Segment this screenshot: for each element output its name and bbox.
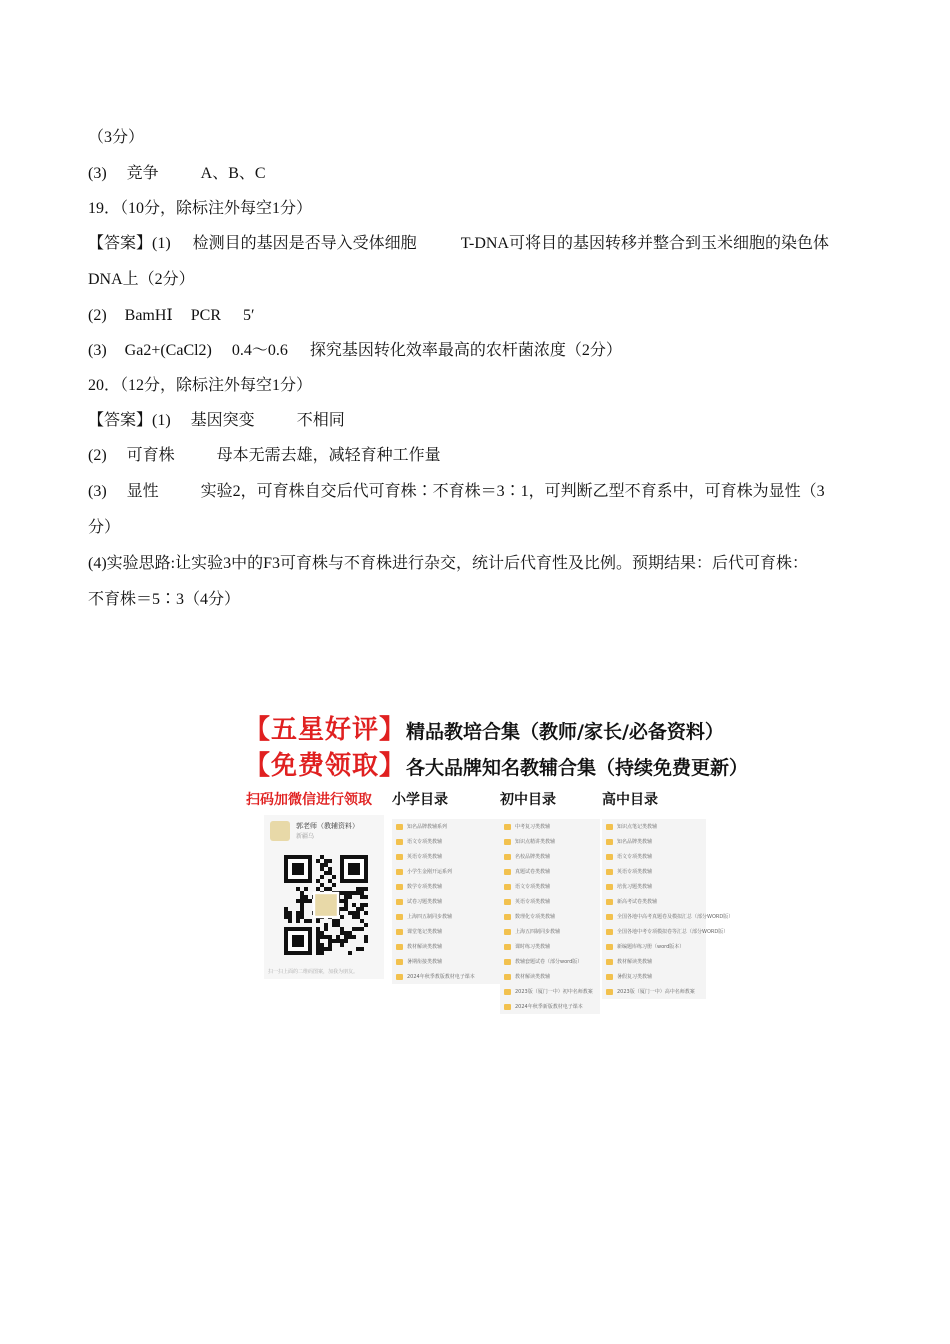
folder-label: 知识点笔记类教辅 bbox=[617, 824, 658, 830]
folder-item[interactable] bbox=[500, 969, 600, 984]
folder-icon bbox=[396, 869, 403, 875]
folder-label: 新高考试卷类教辅 bbox=[617, 899, 658, 905]
folder-item[interactable] bbox=[500, 894, 600, 909]
folder-item[interactable] bbox=[392, 969, 502, 984]
score-note: （3分） bbox=[88, 129, 145, 146]
folder-item[interactable] bbox=[392, 819, 502, 834]
folder-label: 教材解读类教辅 bbox=[515, 974, 551, 980]
folder-icon bbox=[606, 989, 613, 995]
folder-item[interactable] bbox=[500, 849, 600, 864]
scan-instruction: 扫码加微信进行领取 bbox=[246, 792, 372, 808]
folder-label: 名校品牌类教辅 bbox=[515, 854, 551, 860]
folder-item[interactable] bbox=[500, 819, 600, 834]
folder-item[interactable] bbox=[392, 834, 502, 849]
folder-icon bbox=[504, 989, 511, 995]
folder-icon bbox=[396, 854, 403, 860]
folder-icon bbox=[504, 869, 511, 875]
folder-label: 语文专项类教辅 bbox=[407, 839, 443, 845]
answer-line: (4)实验思路:让实验3中的F3可育株与不育株进行杂交，统计后代育性及比例。预期结果：后代可育株： bbox=[88, 555, 809, 572]
answer-line: (3) 竞争 A、B、C bbox=[88, 165, 266, 182]
folder-item[interactable] bbox=[602, 894, 706, 909]
folder-label: 教材解读类教辅 bbox=[407, 944, 443, 950]
folder-label: 英语专项类教辅 bbox=[407, 854, 443, 860]
wechat-card bbox=[264, 815, 384, 979]
contact-location: 新疆乌 bbox=[296, 833, 315, 840]
folder-label: 2023版（厦门一中）高中名师教案 bbox=[617, 989, 695, 995]
folder-item[interactable] bbox=[602, 864, 706, 879]
folder-item[interactable] bbox=[602, 939, 706, 954]
folder-item[interactable] bbox=[392, 849, 502, 864]
folder-label: 上海四五制同步教辅 bbox=[407, 914, 453, 920]
answer-line: DNA上（2分） bbox=[88, 271, 195, 288]
folder-icon bbox=[504, 884, 511, 890]
senior-catalog bbox=[602, 789, 734, 999]
folder-label: 2024年秋季新版教材电子课本 bbox=[515, 1004, 583, 1010]
folder-icon bbox=[504, 899, 511, 905]
folder-icon bbox=[504, 929, 511, 935]
folder-icon bbox=[606, 869, 613, 875]
folder-label: 2023版（厦门一中）初中名师教案 bbox=[515, 989, 593, 995]
folder-label: 教材解读类教辅 bbox=[617, 959, 653, 965]
folder-item[interactable] bbox=[602, 969, 706, 984]
question-heading: 20．（12分，除标注外每空1分） bbox=[88, 377, 313, 394]
folder-icon bbox=[606, 899, 613, 905]
junior-catalog bbox=[500, 789, 600, 1014]
folder-icon bbox=[396, 959, 403, 965]
answer-line: 分） bbox=[88, 519, 121, 536]
folder-list bbox=[500, 819, 600, 1014]
folder-icon bbox=[606, 914, 613, 920]
folder-item[interactable] bbox=[602, 819, 706, 834]
folder-icon bbox=[606, 854, 613, 860]
folder-label: 暑期衔接类教辅 bbox=[407, 959, 443, 965]
answer-line: 【答案】(1) 基因突变 不相同 bbox=[88, 412, 345, 429]
folder-label: 课时练习类教辅 bbox=[515, 944, 551, 950]
folder-label: 数理化专项类教辅 bbox=[515, 914, 556, 920]
folder-label: 知名品牌教辅系列 bbox=[407, 824, 448, 830]
folder-label: 试卷习题类教辅 bbox=[407, 899, 443, 905]
folder-label: 教辅套题试卷（部分word版） bbox=[515, 959, 583, 965]
answer-line: (2) 可育株 母本无需去雄，减轻育种工作量 bbox=[88, 447, 441, 464]
answer-line: (2) BamHⅠ PCR 5′ bbox=[88, 307, 255, 324]
folder-label: 全国各地中考专项模拟卷等汇总（部分WORD版） bbox=[617, 929, 729, 935]
folder-item[interactable] bbox=[392, 864, 502, 879]
folder-icon bbox=[606, 929, 613, 935]
folder-item[interactable] bbox=[500, 924, 600, 939]
folder-icon bbox=[606, 944, 613, 950]
folder-item[interactable] bbox=[392, 894, 502, 909]
folder-item[interactable] bbox=[500, 999, 600, 1014]
folder-icon bbox=[606, 974, 613, 980]
folder-item[interactable] bbox=[500, 909, 600, 924]
folder-item[interactable] bbox=[602, 954, 706, 969]
folder-label: 暑假复习类教辅 bbox=[617, 974, 653, 980]
folder-item[interactable] bbox=[602, 879, 706, 894]
primary-catalog-title: 小学目录 bbox=[392, 792, 448, 808]
folder-item[interactable] bbox=[392, 954, 502, 969]
folder-item[interactable] bbox=[602, 849, 706, 864]
avatar bbox=[270, 821, 290, 841]
folder-icon bbox=[396, 914, 403, 920]
folder-icon bbox=[396, 974, 403, 980]
promo-title-2: 【免费领取】各大品牌知名教辅合集（持续免费更新） bbox=[244, 751, 749, 781]
primary-catalog bbox=[392, 789, 502, 984]
folder-icon bbox=[396, 839, 403, 845]
qr-code-icon[interactable] bbox=[284, 855, 368, 955]
folder-item[interactable] bbox=[500, 864, 600, 879]
folder-item[interactable] bbox=[392, 939, 502, 954]
promo-banner bbox=[244, 705, 749, 1010]
folder-icon bbox=[606, 884, 613, 890]
folder-label: 数学专项类教辅 bbox=[407, 884, 443, 890]
folder-label: 英语专项类教辅 bbox=[617, 869, 653, 875]
folder-item[interactable] bbox=[392, 909, 502, 924]
junior-catalog-title: 初中目录 bbox=[500, 792, 556, 808]
folder-item[interactable] bbox=[602, 834, 706, 849]
folder-icon bbox=[504, 974, 511, 980]
folder-icon bbox=[606, 824, 613, 830]
answer-line: 不育株＝5∶3（4分） bbox=[88, 591, 241, 608]
folder-label: 上海五四制同步教辅 bbox=[515, 929, 561, 935]
answer-line: 【答案】(1) 检测目的基因是否导入受体细胞 T-DNA可将目的基因转移并整合到玉米细胞的染色体 bbox=[88, 235, 829, 252]
folder-label: 真题试卷类教辅 bbox=[515, 869, 551, 875]
folder-icon bbox=[396, 824, 403, 830]
folder-icon bbox=[606, 839, 613, 845]
folder-label: 英语专项类教辅 bbox=[515, 899, 551, 905]
folder-label: 2024年秋季教版教材电子课本 bbox=[407, 974, 475, 980]
folder-icon bbox=[606, 959, 613, 965]
folder-icon bbox=[396, 899, 403, 905]
folder-icon bbox=[396, 884, 403, 890]
folder-icon bbox=[504, 839, 511, 845]
folder-item[interactable] bbox=[500, 879, 600, 894]
folder-label: 全国各地中高考真题卷及模拟汇总（部分WORD版） bbox=[617, 914, 734, 920]
answer-line: (3) Ga2+(CaCl2) 0.4～0.6 探究基因转化效率最高的农杆菌浓度（2分） bbox=[88, 342, 622, 359]
folder-label: 新编题库练习册（word版本） bbox=[617, 944, 685, 950]
folder-item[interactable] bbox=[602, 909, 734, 924]
contact-name: 郭老师（教辅资料） bbox=[296, 822, 359, 830]
folder-item[interactable] bbox=[500, 939, 600, 954]
folder-icon bbox=[396, 929, 403, 935]
folder-item[interactable] bbox=[602, 984, 706, 999]
folder-list bbox=[602, 819, 734, 999]
promo-title-1: 【五星好评】精品教培合集（教师/家长/必备资料） bbox=[244, 715, 724, 745]
folder-label: 知名品牌类教辅 bbox=[617, 839, 653, 845]
qr-caption: 扫一扫上面的二维码图案，加我为朋友。 bbox=[268, 969, 359, 975]
folder-label: 语文专项类教辅 bbox=[617, 854, 653, 860]
folder-icon bbox=[396, 944, 403, 950]
folder-item[interactable] bbox=[500, 834, 600, 849]
folder-item[interactable] bbox=[602, 924, 729, 939]
folder-icon bbox=[504, 1004, 511, 1010]
senior-catalog-title: 高中目录 bbox=[602, 792, 658, 808]
folder-icon bbox=[504, 944, 511, 950]
folder-icon bbox=[504, 824, 511, 830]
folder-item[interactable] bbox=[392, 924, 502, 939]
folder-list bbox=[392, 819, 502, 984]
folder-label: 培优习题类教辅 bbox=[617, 884, 653, 890]
folder-icon bbox=[504, 914, 511, 920]
folder-label: 课堂笔记类教辅 bbox=[407, 929, 443, 935]
folder-item[interactable] bbox=[392, 879, 502, 894]
folder-label: 小学生金刚开运系列 bbox=[407, 869, 453, 875]
folder-icon bbox=[504, 959, 511, 965]
question-heading: 19．（10分，除标注外每空1分） bbox=[88, 200, 313, 217]
folder-label: 中考复习类教辅 bbox=[515, 824, 551, 830]
folder-item[interactable] bbox=[500, 954, 600, 969]
folder-item[interactable] bbox=[500, 984, 600, 999]
folder-label: 知识点精讲类教辅 bbox=[515, 839, 556, 845]
folder-label: 语文专项类教辅 bbox=[515, 884, 551, 890]
answer-line: (3) 显性 实验2，可育株自交后代可育株∶不育株＝3∶1，可判断乙型不育系中，可育株为显性（3 bbox=[88, 483, 825, 500]
folder-icon bbox=[504, 854, 511, 860]
